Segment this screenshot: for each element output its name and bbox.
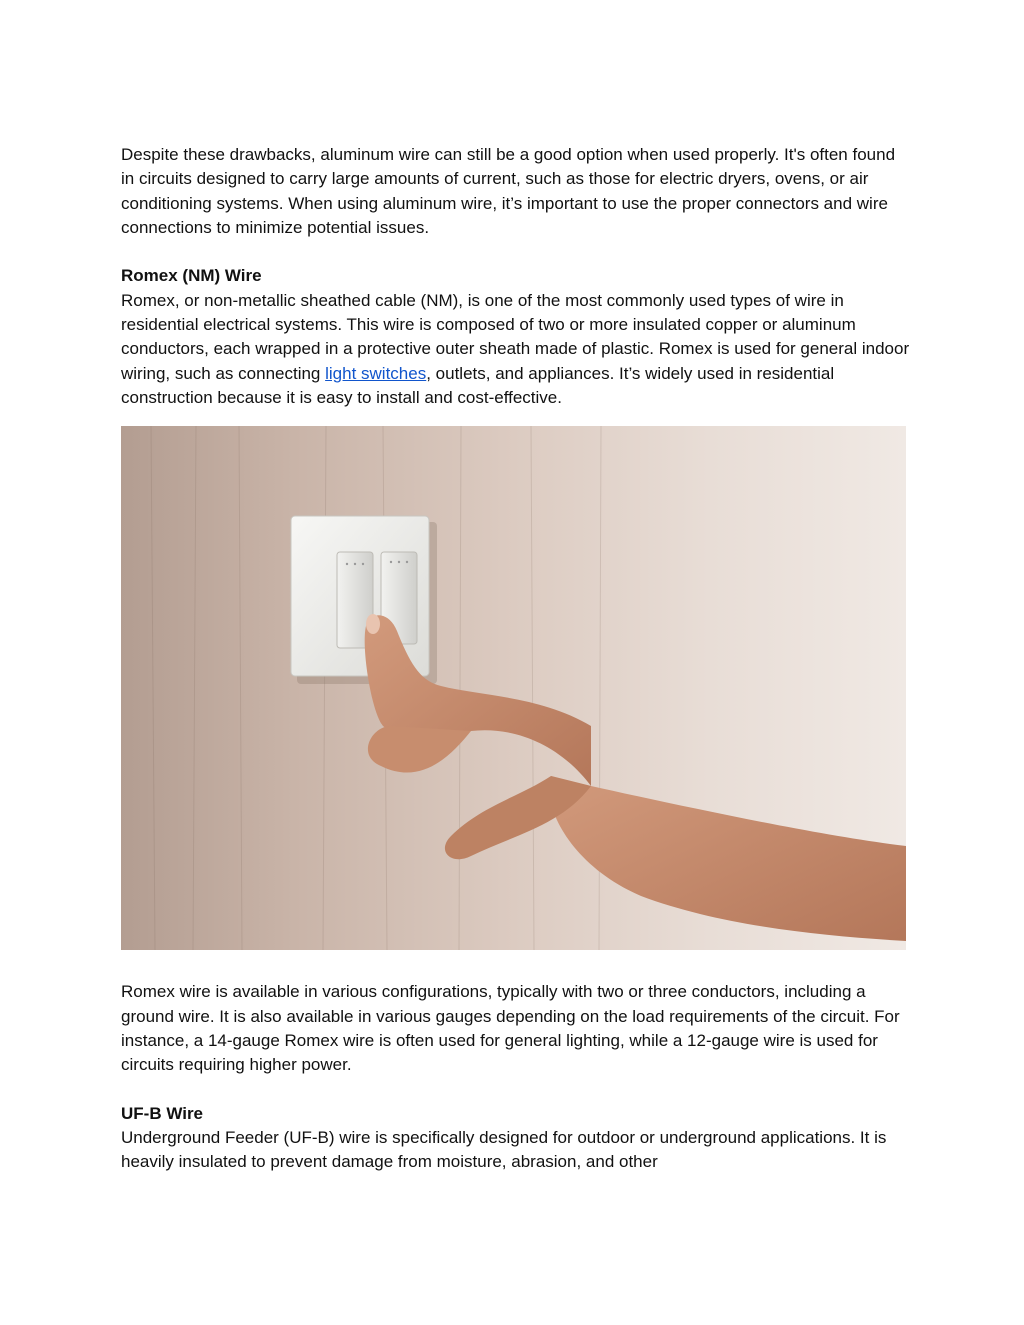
romex-text-before-link: Romex, or non-metallic sheathed cable (NM), is one of the most commonly used types of wire in residential electrical systems. This wire is composed of two or more insulated copper or aluminum conductors, each wrapped in a protective outer sheath made of plastic. Romex is used for general indoor wiring, such as connecting [121, 290, 910, 383]
paragraph-romex-wire [121, 289, 911, 410]
paragraph-romex-configurations: Romex wire is available in various configurations, typically with two or three conductors, including a ground wire. It is also available in various gauges depending on the load requirements of the circuit. For instance, a 14-gauge Romex wire is often used for general lighting, while a 12-gauge wire is used for circuits requiring higher power. [121, 982, 900, 1075]
light-switches-link[interactable]: light switches [325, 363, 427, 383]
paragraph-aluminum-wire: Despite these drawbacks, aluminum wire can still be a good option when used properly. It's often found in circuits designed to carry large amounts of current, such as those for electric dryers, ovens, or air conditioning systems. When using aluminum wire, it’s important to use the proper connectors and wire connections to minimize potential issues. [121, 145, 896, 237]
paragraph-ufb-wire: Underground Feeder (UF-B) wire is specifically designed for outdoor or underground applications. It is heavily insulated to prevent damage from moisture, abrasion, and other [121, 1128, 887, 1172]
romex-text-after-link: , outlets, and appliances. It’s widely used in residential construction because it is easy to install and cost-effective. [121, 363, 835, 407]
document-page [121, 143, 911, 1175]
light-switch-illustration [121, 426, 906, 950]
paragraph-gap [121, 240, 911, 264]
heading-romex-wire: Romex (NM) Wire [121, 266, 262, 286]
paragraph-gap [121, 1077, 911, 1101]
light-switch-photo [121, 426, 906, 950]
heading-ufb-wire: UF-B Wire [121, 1103, 204, 1123]
